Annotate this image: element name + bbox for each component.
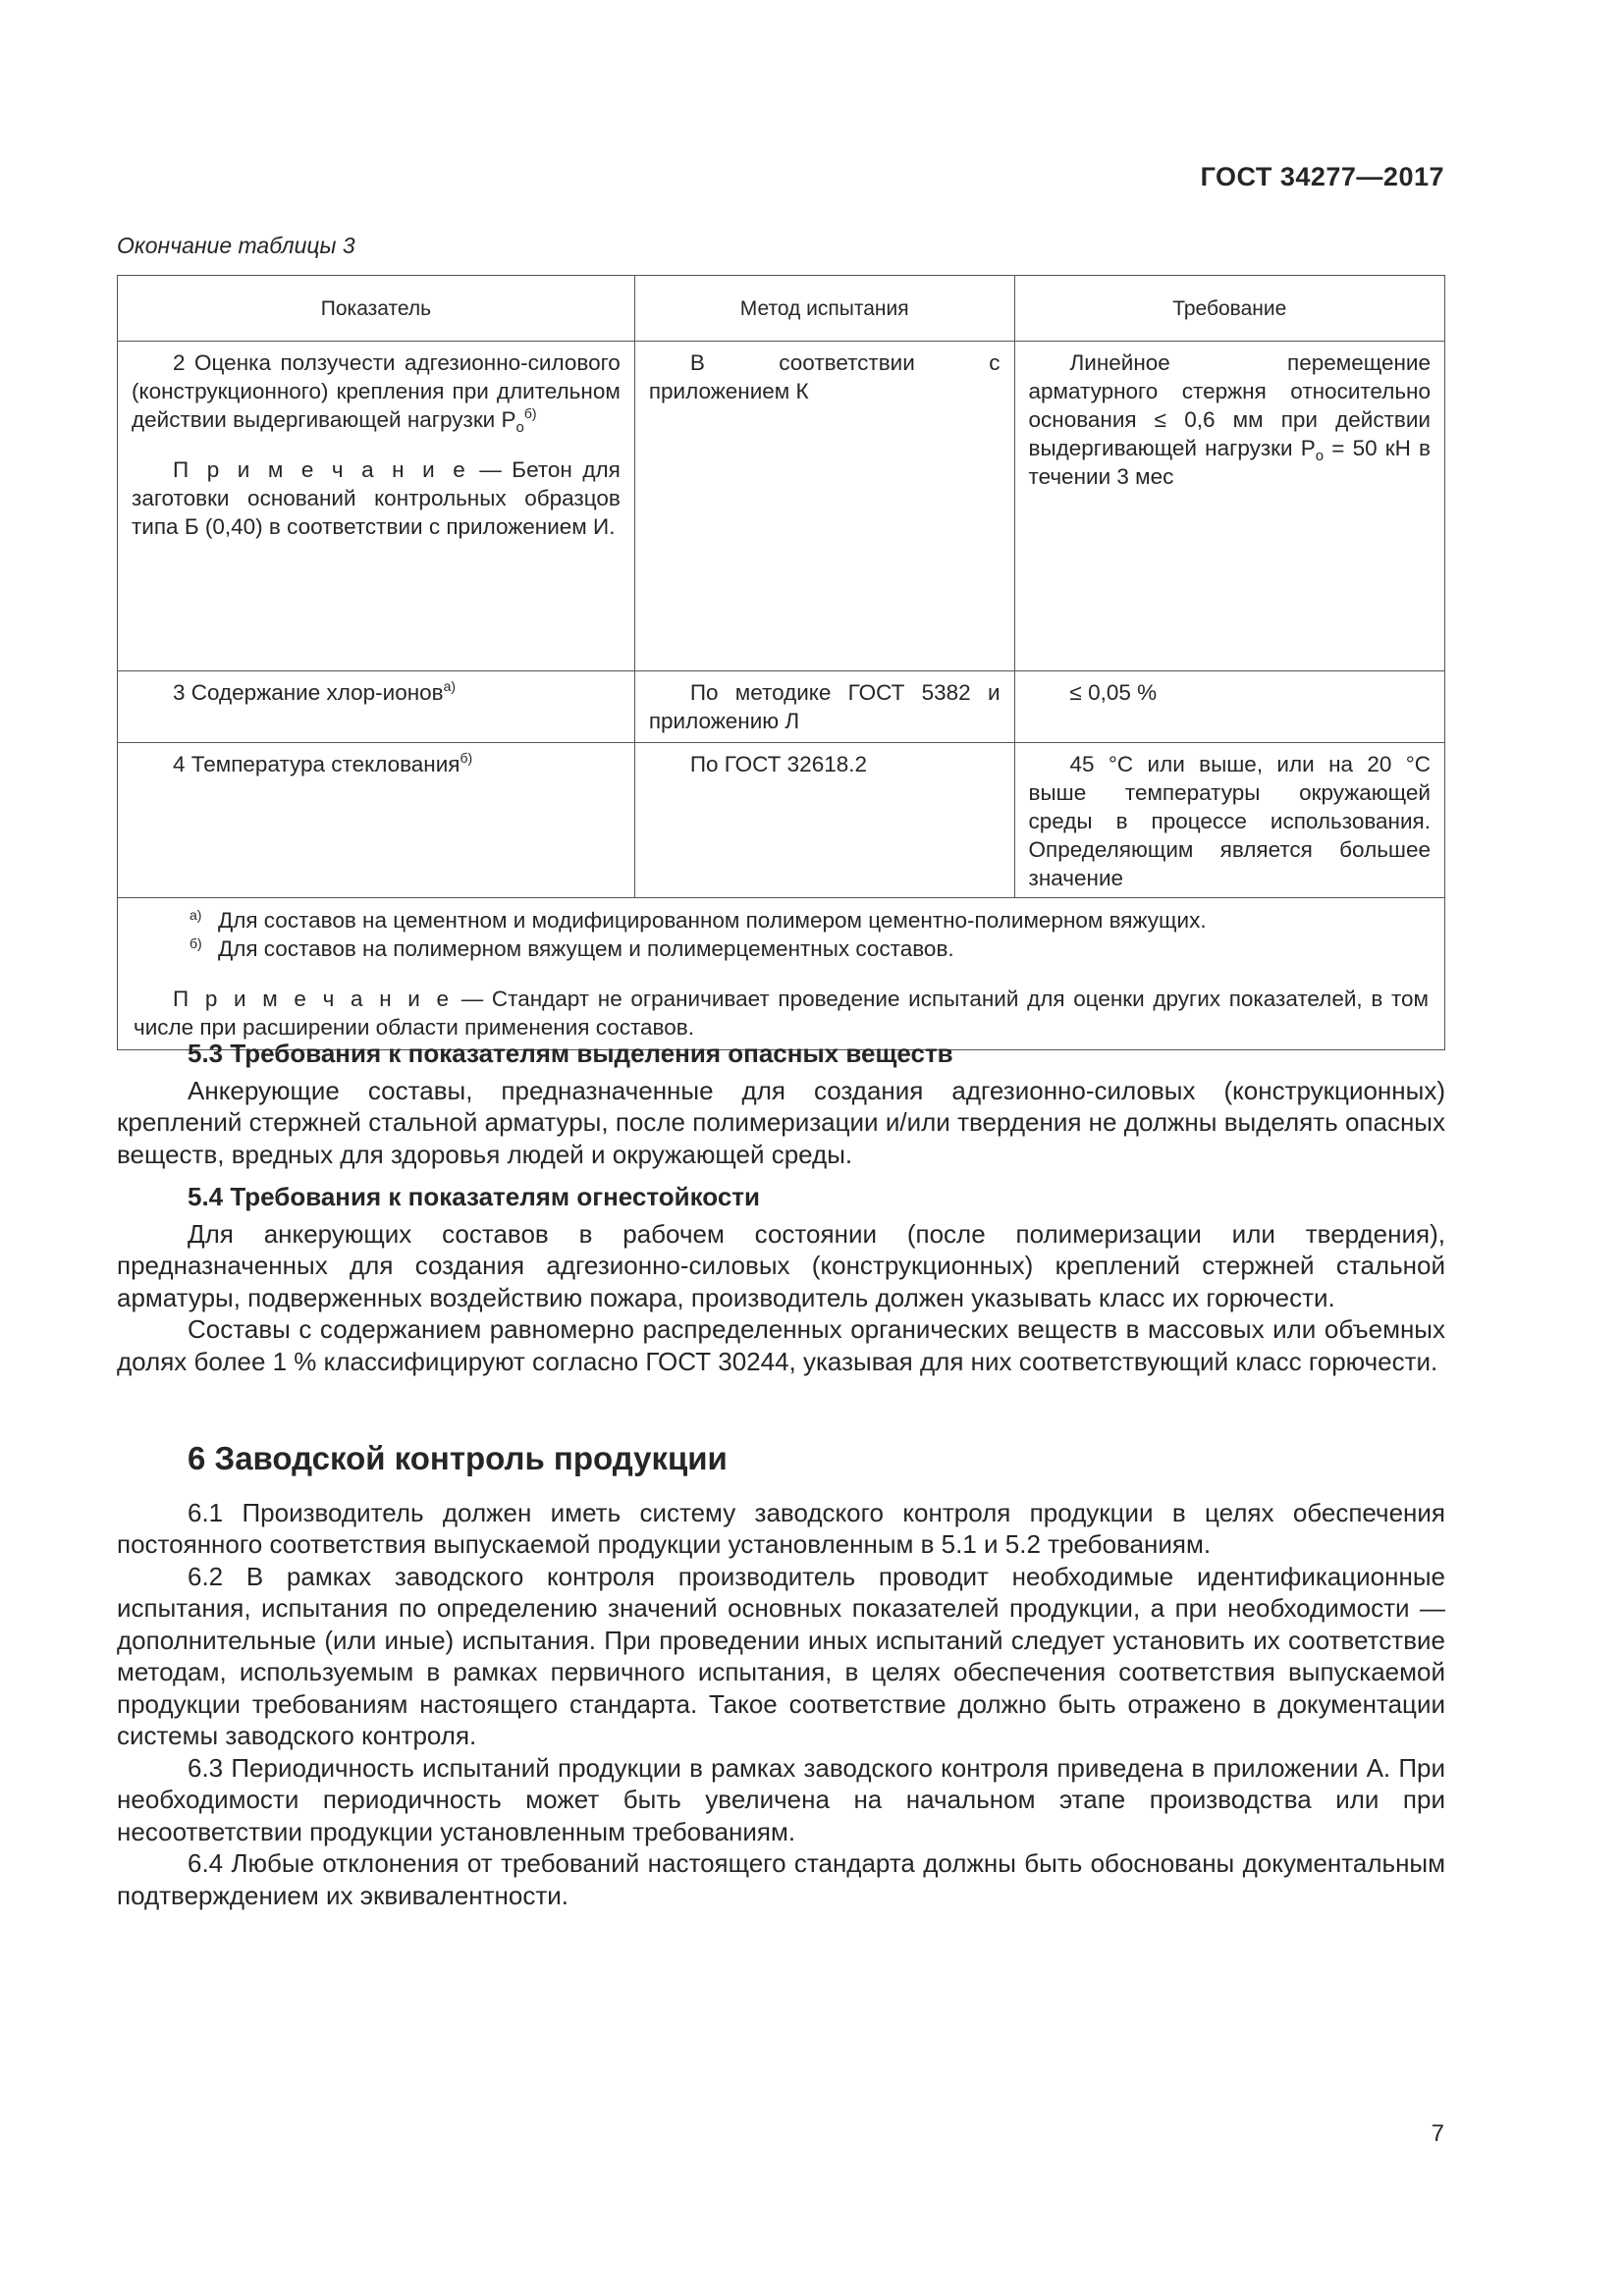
- section-5-3: [117, 1038, 1445, 1170]
- paragraph: 6.3 Периодичность испытаний продукции в рамках заводского контроля приведена в приложении А. При необходимости периодичность может быть увеличена на начальном этапе производства или при несоответствии продукции установленным требованиям.: [117, 1752, 1445, 1846]
- table-row: [118, 743, 1445, 898]
- requirement-cell: [1014, 342, 1444, 671]
- table-footnotes-row: [118, 898, 1445, 1050]
- paragraph: Анкерующие составы, предназначенные для создания адгезионно-силовых (конструкционных) креплений стержней стальной арматуры, после полимеризации и/или твердения не должны выделять опасных веществ, вредных для здоровья людей и окружающей среды.: [117, 1075, 1445, 1169]
- indicator-text: 2 Оценка ползучести адгезионно-силового (конструкционного) крепления при длительном действии выдергивающей нагрузки $P_o^{б)}$: [132, 350, 621, 436]
- section-heading: 5.4 Требования к показателям огнестойкости: [188, 1182, 761, 1211]
- section-heading: 5.3 Требования к показателям выделения опасных веществ: [188, 1039, 953, 1068]
- footnote-a: а) Для составов на цементном и модифицированном полимером цементно-полимерном вяжущих.: [189, 907, 1207, 933]
- table-header-row: [118, 276, 1445, 342]
- method-cell: В соответствии с приложением К: [634, 342, 1014, 671]
- column-header-method: Метод испытания: [634, 276, 1014, 342]
- footnote-b: б) Для составов на полимерном вяжущем и полимерцементных составов.: [189, 935, 954, 961]
- indicator-note: П р и м е ч а н и е — Бетон для заготовки оснований контрольных образцов типа Б (0,40) в соответствии с приложением И.: [132, 457, 621, 539]
- section-6: [117, 1440, 1445, 1911]
- column-header-indicator: Показатель: [118, 276, 635, 342]
- paragraph: 6.2 В рамках заводского контроля производитель проводит необходимые идентификационные испытания, испытания по определению значений основных показателей продукции, а при необходимости — дополнительные (или иные) испытания. При проведении иных испытаний следует установить их соответствие методам, используемым в рамках первичного испытания, в целях обеспечения соответствия выпускаемой продукции требованиям настоящего стандарта. Такое соответствие должно быть отражено в документации системы заводского контроля.: [117, 1561, 1445, 1750]
- table-caption: Окончание таблицы 3: [117, 233, 355, 258]
- method-cell: По ГОСТ 32618.2: [634, 743, 1014, 898]
- table-footnotes: [118, 898, 1445, 1050]
- paragraph: Для анкерующих составов в рабочем состоянии (после полимеризации или твердения), предназначенных для создания адгезионно-силовых (конструкционных) креплений стержней стальной арматуры, подверженных воздействию пожара, производитель должен указывать класс их горючести.: [117, 1218, 1445, 1312]
- indicator-cell: 4 Температура стеклования$^{б)}$: [118, 743, 635, 898]
- requirements-table: [117, 275, 1445, 1050]
- paragraph: 6.1 Производитель должен иметь систему заводского контроля продукции в целях обеспечения постоянного соответствия выпускаемой продукции установленным в 5.1 и 5.2 требованиям.: [117, 1497, 1445, 1559]
- document-id: ГОСТ 34277—2017: [1200, 162, 1444, 191]
- page-number: 7: [1431, 2120, 1444, 2147]
- section-heading: 6 Заводской контроль продукции: [188, 1440, 728, 1476]
- section-5-4: [117, 1181, 1445, 1377]
- requirement-text: Линейное перемещение арматурного стержня относительно основания ≤ 0,6 мм при действии выдергивающей нагрузки $P_o = 50$ кН в течении 3 мес: [1028, 350, 1431, 489]
- paragraph: Составы с содержанием равномерно распределенных органических веществ в массовых или объемных долях более 1 % классифицируют согласно ГОСТ 30244, указывая для них соответствующий класс горючести.: [117, 1314, 1445, 1376]
- indicator-cell: 3 Содержание хлор-ионов$^{а)}$: [118, 671, 635, 743]
- paragraph: 6.4 Любые отклонения от требований настоящего стандарта должны быть обоснованы документальным подтверждением их эквивалентности.: [117, 1848, 1445, 1910]
- table-row: [118, 671, 1445, 743]
- column-header-requirement: Требование: [1014, 276, 1444, 342]
- indicator-cell: [118, 342, 635, 671]
- method-cell: По методике ГОСТ 5382 и приложению Л: [634, 671, 1014, 743]
- table-note: П р и м е ч а н и е — Стандарт не ограничивает проведение испытаний для оценки других показателей, в том числе при расширении области применения составов.: [134, 987, 1429, 1040]
- requirement-cell: 45 °С или выше, или на 20 °С выше температуры окружающей среды в процессе использования. Определяющим является большее значение: [1014, 743, 1444, 898]
- table-row: [118, 342, 1445, 671]
- requirement-cell: ≤ 0,05 %: [1014, 671, 1444, 743]
